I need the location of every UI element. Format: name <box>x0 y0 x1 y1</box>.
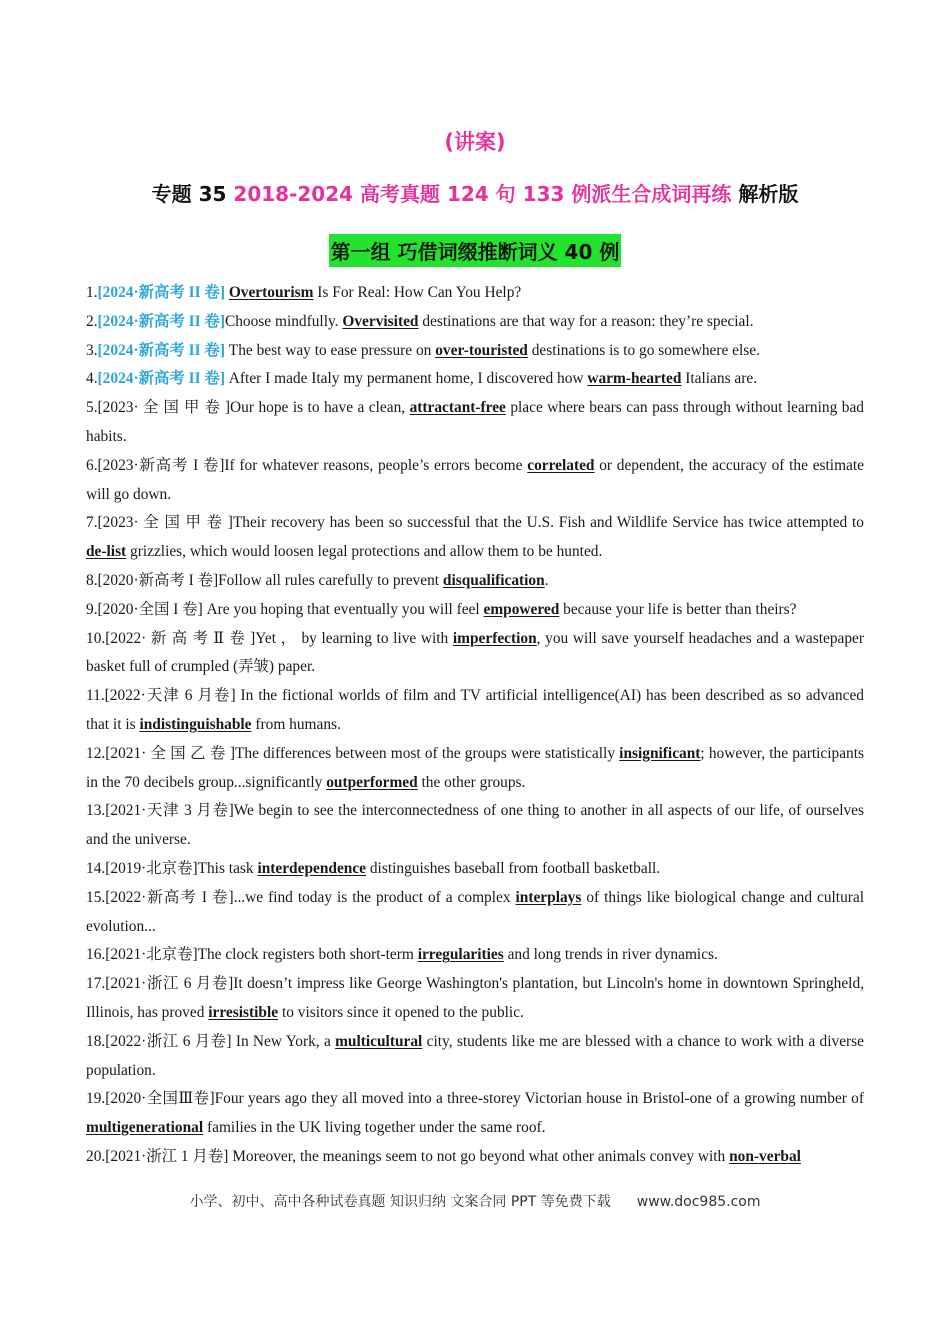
item-text: [2019·北京卷]This task <box>105 859 258 877</box>
item-text: place where bears can pass through without learning bad habits. <box>86 399 864 445</box>
item-text: [2023· 全 国 甲 卷 ]Our hope is to have a clean, <box>97 399 410 417</box>
list-item <box>86 308 864 337</box>
list-item <box>86 337 864 366</box>
item-text: from humans. <box>251 715 341 733</box>
item-keyword: Overtourism <box>228 284 314 301</box>
page-footer <box>0 1191 950 1211</box>
item-keyword: interdependence <box>257 859 367 877</box>
item-text: [2023· 全 国 甲 卷 ]Their recovery has been so successful that the U.S. Fish and Wildlife Service has twice attempted to <box>97 514 864 532</box>
item-text: [2022·新高考 I 卷]...we find today is the product of a complex <box>105 888 516 906</box>
list-item <box>86 970 864 1028</box>
item-text: Italians are. <box>681 370 758 388</box>
list-item <box>86 884 864 942</box>
item-keyword: warm-hearted <box>587 370 682 388</box>
sentence-list <box>86 279 864 1172</box>
list-item <box>86 596 864 625</box>
item-text: or dependent, the accuracy of the estimate will go down. <box>86 456 864 503</box>
item-text: to visitors since it opened to the public. <box>278 1003 524 1021</box>
item-text: [2022·天津 6 月卷] In the fictional worlds of film and TV artificial intelligence(AI) has been described as so advanced that it is <box>86 687 864 733</box>
item-number: 12. <box>86 744 106 762</box>
item-text: of things like biological change and cultural evolution... <box>86 888 864 935</box>
item-keyword: multicultural <box>335 1032 423 1050</box>
list-item <box>86 567 864 596</box>
list-item <box>86 365 864 394</box>
lecture-label: (讲案) <box>444 130 506 154</box>
item-text: [2020·新高考 I 卷]Follow all rules carefully to prevent <box>97 571 443 589</box>
list-item <box>86 452 864 510</box>
item-text: [2023·新高考 I 卷]If for whatever reasons, people’s errors become <box>97 456 528 474</box>
item-number: 2. <box>86 312 98 330</box>
item-keyword: empowered <box>483 600 560 618</box>
item-number: 19. <box>86 1090 106 1108</box>
item-text: [2021·浙江 6 月卷]It doesn’t impress like George Washington's plantation, but Lincoln's home in downtown Springheld, Illinois, has proved <box>86 975 864 1021</box>
list-item <box>86 509 864 567</box>
item-text: Choose mindfully. <box>224 312 343 330</box>
page-title <box>0 178 950 207</box>
item-keyword: indistinguishable <box>139 715 252 733</box>
item-text: ; however, the participants in the 70 decibels group...significantly <box>86 744 864 791</box>
list-item <box>86 1143 864 1172</box>
list-item <box>86 394 864 452</box>
item-number: 9. <box>86 600 98 618</box>
item-number: 10. <box>86 629 106 647</box>
group-heading: 第一组 巧借词缀推断词义 40 例 <box>329 234 622 267</box>
item-number: 14. <box>86 859 106 877</box>
list-item <box>86 279 864 308</box>
item-keyword: insignificant <box>619 744 701 762</box>
item-keyword: multigenerational <box>86 1119 204 1137</box>
item-number: 15. <box>86 888 106 906</box>
item-number: 5. <box>86 399 98 417</box>
item-text: The best way to ease pressure on <box>224 341 436 359</box>
item-number: 7. <box>86 514 98 532</box>
item-source: [2024·新高考 II 卷] <box>97 284 225 301</box>
item-keyword: Overvisited <box>342 312 419 330</box>
item-text: Is For Real: How Can You Help? <box>313 284 522 301</box>
item-number: 1. <box>86 284 98 301</box>
item-keyword: over-touristed <box>435 341 528 359</box>
item-keyword: attractant-free <box>409 399 506 417</box>
list-item <box>86 797 864 855</box>
item-keyword: disqualification <box>442 571 545 589</box>
item-number: 16. <box>86 946 106 964</box>
list-item <box>86 740 864 798</box>
item-keyword: correlated <box>527 456 595 474</box>
item-text: [2021· 全 国 乙 卷 ]The differences between most of the groups were statistically <box>105 744 620 762</box>
item-text: [2022· 新 高 考 Ⅱ 卷 ]Yet ， by learning to live with <box>105 629 453 647</box>
item-text: grizzlies, which would loosen legal protections and allow them to be hunted. <box>126 543 603 561</box>
item-keyword: non-verbal <box>729 1147 801 1165</box>
item-keyword: irresistible <box>208 1003 279 1021</box>
item-text: [2020·全国 I 卷] Are you hoping that eventually you will feel <box>97 600 484 618</box>
title-prefix: 专题 35 <box>151 182 234 206</box>
title-suffix: 解析版 <box>731 182 799 206</box>
list-item <box>86 855 864 884</box>
item-number: 8. <box>86 571 98 589</box>
item-text: distinguishes baseball from football basketball. <box>366 859 661 877</box>
item-number: 6. <box>86 456 98 474</box>
item-text: , you will save yourself headaches and a wastepaper basket full of crumpled (弄皱) paper. <box>86 629 864 676</box>
list-item <box>86 1085 864 1143</box>
footer-site: www.doc985.com <box>636 1194 761 1210</box>
item-text: . <box>544 571 549 589</box>
list-item <box>86 682 864 740</box>
item-text: and long trends in river dynamics. <box>503 946 718 964</box>
item-text: destinations is to go somewhere else. <box>527 341 760 359</box>
title-highlight: 2018-2024 高考真题 124 句 133 例派生合成词再练 <box>233 182 732 206</box>
item-source: [2024·新高考 II 卷] <box>97 312 225 330</box>
item-keyword: de-list <box>86 543 127 561</box>
item-text: city, students like me are blessed with a chance to work with a diverse population. <box>86 1032 864 1079</box>
item-number: 4. <box>86 370 98 388</box>
list-item <box>86 941 864 970</box>
group-heading-wrap <box>0 234 950 267</box>
item-keyword: imperfection <box>452 629 537 647</box>
item-text: [2020·全国Ⅲ卷]Four years ago they all moved into a three-storey Victorian house in Bristol-one of a growing number of <box>105 1090 864 1108</box>
item-number: 20. <box>86 1147 106 1165</box>
item-text: destinations are that way for a reason: they’re special. <box>418 312 754 330</box>
item-text: [2021·天津 3 月卷]We begin to see the interconnectedness of one thing to another in all aspects of our life, of ourselves and the universe. <box>86 802 864 849</box>
item-number: 13. <box>86 802 106 820</box>
list-item <box>86 1028 864 1086</box>
item-keyword: outperformed <box>326 773 418 791</box>
item-text: [2021·北京卷]The clock registers both short-term <box>105 946 418 964</box>
item-text: the other groups. <box>417 773 526 791</box>
item-keyword: interplays <box>515 888 582 906</box>
item-number: 11. <box>86 687 105 705</box>
item-text: [2021·浙江 1 月卷] Moreover, the meanings seem to not go beyond what other animals convey with <box>105 1147 730 1165</box>
list-item <box>86 625 864 683</box>
footer-text: 小学、初中、高中各种试卷真题 知识归纳 文案合同 PPT 等免费下载 <box>189 1194 611 1210</box>
item-text: because your life is better than theirs? <box>559 600 797 618</box>
item-source: [2024·新高考 II 卷] <box>97 370 225 388</box>
item-number: 3. <box>86 341 98 359</box>
item-number: 18. <box>86 1032 106 1050</box>
item-keyword: irregularities <box>417 946 504 964</box>
item-source: [2024·新高考 II 卷] <box>97 341 225 359</box>
item-number: 17. <box>86 975 106 993</box>
item-text: After I made Italy my permanent home, I discovered how <box>224 370 588 388</box>
item-text: families in the UK living together under the same roof. <box>203 1119 546 1137</box>
item-text: [2022·浙江 6 月卷] In New York, a <box>105 1032 336 1050</box>
